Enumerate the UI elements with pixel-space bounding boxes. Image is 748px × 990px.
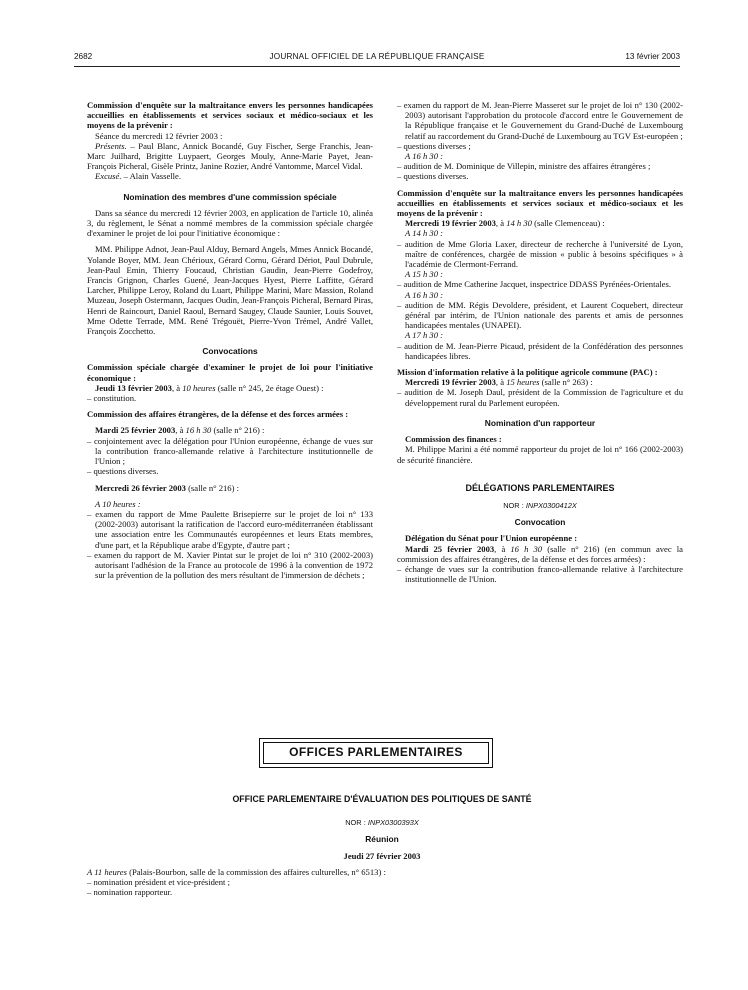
dp-place: (salle n° 216) (en commun avec la commission des affaires étrangères, de la défense et des forces armées) :	[397, 543, 683, 564]
mi-time: 15 heures	[506, 377, 540, 388]
nor-label: NOR :	[345, 818, 366, 828]
excuse-label: Excusé.	[95, 171, 122, 182]
cae-place2: (salle n° 216) :	[185, 482, 239, 493]
agenda-item: – questions diverses.	[397, 171, 469, 182]
journal-title: JOURNAL OFFICIEL DE LA RÉPUBLIQUE FRANÇAISE	[269, 52, 485, 61]
presents-list: – Paul Blanc, Annick Bocandé, Guy Fischer, Serge Franchis, Jean-Marc Juilhard, Brigitte Luypaert, Georges Mouly, Anne-Marie Payet, Jean-François Picheral, Gisèle Printz, Janine Rozier, André Vantomme, Marcel Vidal.	[87, 140, 373, 172]
nor-label: NOR :	[503, 500, 524, 510]
agenda-time: A 16 h 30 :	[405, 151, 444, 162]
offices-section	[87, 794, 677, 897]
header-rule	[74, 66, 680, 67]
commission-title: Commission d'enquête sur la maltraitance envers les personnes handicapées accueillies en établissements et services sociaux et médico-sociaux et les moyens de la prévenir :	[87, 100, 373, 131]
cae-item: – questions diverses.	[87, 466, 159, 477]
cae-date1-line: Mardi 25 février 2003, à 16 h 30 (salle n° 216) :	[95, 425, 265, 436]
nomination-intro: Dans sa séance du mercredi 12 février 2003, en application de l'article 10, alinéa 3, du règlement, le Sénat a nommé membres de la commission spéciale chargée d'examiner le projet de loi pour l'initiative économique :	[87, 207, 373, 239]
cae-title: Commission des affaires étrangères, de la défense et des forces armées :	[87, 409, 349, 420]
page-header	[74, 52, 680, 64]
agenda-item: – audition de M. Dominique de Villepin, ministre des affaires étrangères ;	[397, 161, 651, 172]
ce-item: – audition de Mme Gloria Laxer, directeur de recherche à l'université de Lyon, maître de conférences, chargée de mission « public à besoins spécifiques » à l'académie de Clermont-Ferrand.	[397, 238, 683, 270]
cs-title: Commission spéciale chargée d'examiner le projet de loi pour l'initiative économique :	[87, 362, 373, 383]
agenda-item: – questions diverses ;	[397, 140, 471, 151]
cae-item: – examen du rapport de M. Xavier Pintat sur le projet de loi n° 310 (2002-2003) autorisant l'adhésion de la France au protocole de 1996 à la convention de 1972 sur la prévention de la pollution des mers résultant de l'immersion de déchets ;	[87, 549, 373, 581]
mi-item: – audition de M. Joseph Daul, président de la Commission de l'agriculture et du développement rural du Parlement européen.	[397, 387, 683, 408]
cs-date-line: Jeudi 13 février 2003, à 10 heures (salle n° 245, 2e étage Ouest) :	[95, 382, 324, 393]
excuse-paragraph	[87, 171, 373, 181]
ce-time: A 15 h 30 :	[405, 269, 444, 280]
finances-commission: Commission des finances :	[405, 434, 502, 445]
office-nor	[87, 818, 677, 828]
convocations-heading: Convocations	[202, 346, 258, 357]
cae-date1: Mardi 25 février 2003	[95, 425, 176, 436]
excuse-list: – Alain Vasselle.	[121, 171, 181, 182]
right-column	[397, 100, 683, 584]
ce-title: Commission d'enquête sur la maltraitance envers les personnes handicapées accueillies en établissements et services sociaux et médico-sociaux et les moyens de la prévenir :	[397, 187, 683, 219]
presents-paragraph	[87, 141, 373, 172]
cs-item: – constitution.	[87, 393, 137, 404]
seance-date: Séance du mercredi 12 février 2003 :	[95, 130, 223, 141]
issue-date: 13 février 2003	[625, 52, 680, 61]
reunion-date: Jeudi 27 février 2003	[343, 850, 421, 861]
nomination-heading: Nomination des membres d'une commission spéciale	[123, 191, 337, 202]
reunion-time-line	[87, 867, 677, 877]
cae-date2: Mercredi 26 février 2003	[95, 482, 186, 493]
dp-time: 16 h 30	[510, 543, 543, 554]
mi-date-line: Mercredi 19 février 2003, à 15 heures (salle n° 263) :	[405, 377, 593, 388]
ce-place: (salle Clemenceau) :	[531, 218, 605, 229]
dp-item: – échange de vues sur la contribution franco-allemande relative à l'architecture institutionnelle de l'Union.	[397, 563, 683, 585]
cs-place: (salle n° 245, 2e étage Ouest) :	[215, 382, 324, 393]
ce-item: – audition de M. Jean-Pierre Picaud, président de la Confédération des personnes handicapées libres.	[397, 340, 683, 361]
ce-date-time: 14 h 30	[506, 218, 532, 229]
nor-value: INPX0300412X	[525, 500, 577, 510]
delegations-nor	[397, 501, 683, 511]
mi-date: Mercredi 19 février 2003	[405, 377, 496, 388]
rapporteur-text: M. Philippe Marini a été nommé rapporteur du projet de loi n° 166 (2002-2003) de sécurité financière.	[397, 444, 683, 465]
delegations-heading: DÉLÉGATIONS PARLEMENTAIRES	[465, 482, 615, 493]
cs-time: 10 heures	[182, 382, 216, 393]
mi-place: (salle n° 263) :	[539, 377, 593, 388]
reunion-item: – nomination président et vice-président ;	[87, 877, 230, 888]
reunion-time: A 11 heures	[87, 866, 127, 877]
rapporteur-heading: Nomination d'un rapporteur	[484, 417, 596, 428]
left-column	[87, 100, 373, 580]
ce-item: – audition de Mme Catherine Jacquet, inspectrice DDASS Pyrénées-Orientales.	[397, 279, 671, 290]
cae-time2: A 10 heures :	[95, 498, 141, 509]
nomination-members: MM. Philippe Adnot, Jean-Paul Alduy, Bernard Angels, Mmes Annick Bocandé, Yolande Boyer, MM. Jean Chérioux, Gérard Cornu, Gérard Dériot, Paul Dubrule, Jean-Paul Emin, Thierry Foucaud, Christian Gaudin, Jean-Pierre Godefroy, Francis Grignon, Charles Guené, Jean-Jacques Hyest, Pierre Laffitte, Gérard Larcher, Philippe Leroy, Roland du Luart, Philippe Marini, Marc Massion, Roland Muzeau, Joseph Ostermann, Jacques Oudin, Jean-François Picheral, Bernard Piras, Henri de Raincourt, Daniel Raoul, Bernard Saugey, Claude Saunier, Louis Souvet, Mme Odette Terrade, MM. René Trégouët, Pierre-Yvon Trémel, André Vallet, François Zocchetto.	[87, 244, 373, 337]
ce-date: Mercredi 19 février 2003	[405, 218, 496, 229]
offices-box-title: OFFICES PARLEMENTAIRES	[263, 742, 489, 764]
dp-title: Délégation du Sénat pour l'Union européenne :	[405, 533, 578, 544]
cae-place1: (salle n° 216) :	[211, 425, 265, 436]
ce-item: – audition de MM. Régis Devoldere, président, et Laurent Coquebert, directeur général par intérim, de l'Union nationale des parents et amis de personnes handicapées mentales (UNAPEI).	[397, 299, 683, 331]
dp-date-line: Mardi 25 février 2003, à 16 h 30 (salle n° 216) (en commun avec la commission des affaires étrangères, de la défense et des forces armées) :	[397, 543, 683, 564]
page-number: 2682	[74, 52, 93, 61]
nor-value: INPX0300393X	[367, 818, 419, 828]
reunion-place: (Palais-Bourbon, salle de la commission des affaires culturelles, n° 6513) :	[126, 866, 386, 877]
cs-date: Jeudi 13 février 2003	[95, 382, 172, 393]
office-title: OFFICE PARLEMENTAIRE D'ÉVALUATION DES POLITIQUES DE SANTÉ	[232, 794, 532, 804]
cae-date2-line	[87, 483, 373, 493]
reunion-heading: Réunion	[365, 834, 399, 845]
offices-box	[259, 738, 493, 768]
agenda-item: – examen du rapport de M. Jean-Pierre Masseret sur le projet de loi n° 130 (2002-2003) autorisant l'approbation du protocole d'accord entre le Gouvernement de la République française et le Gouvernement du Grand-Duché de Luxembourg relatif au raccordement du Grand-Duché de Luxembourg au TGV Est-européen ;	[397, 100, 683, 141]
cae-item: – conjointement avec la délégation pour l'Union européenne, échange de vues sur la contribution franco-allemande relative à l'architecture institutionnelle de l'Union ;	[87, 435, 373, 467]
ce-time: A 14 h 30 :	[405, 228, 444, 239]
cae-item: – examen du rapport de Mme Paulette Brisepierre sur le projet de loi n° 133 (2002-2003) autorisant la ratification de l'accord euro-méditerranéen établissant une association entre les Communautés européennes et leurs Etats membres, d'une part, et la République arabe d'Egypte, d'autre part ;	[87, 508, 373, 550]
cae-time1: 16 h 30	[185, 425, 212, 436]
ce-time: A 17 h 30 :	[405, 330, 444, 341]
dp-date: Mardi 25 février 2003	[405, 543, 495, 554]
ce-date-line: Mercredi 19 février 2003, à 14 h 30 (salle Clemenceau) :	[405, 218, 605, 229]
convocation-heading: Convocation	[514, 517, 566, 528]
reunion-item: – nomination rapporteur.	[87, 887, 173, 898]
ce-time: A 16 h 30 :	[405, 289, 444, 300]
mi-title: Mission d'information relative à la politique agricole commune (PAC) :	[397, 367, 658, 378]
presents-label: Présents.	[95, 140, 127, 151]
